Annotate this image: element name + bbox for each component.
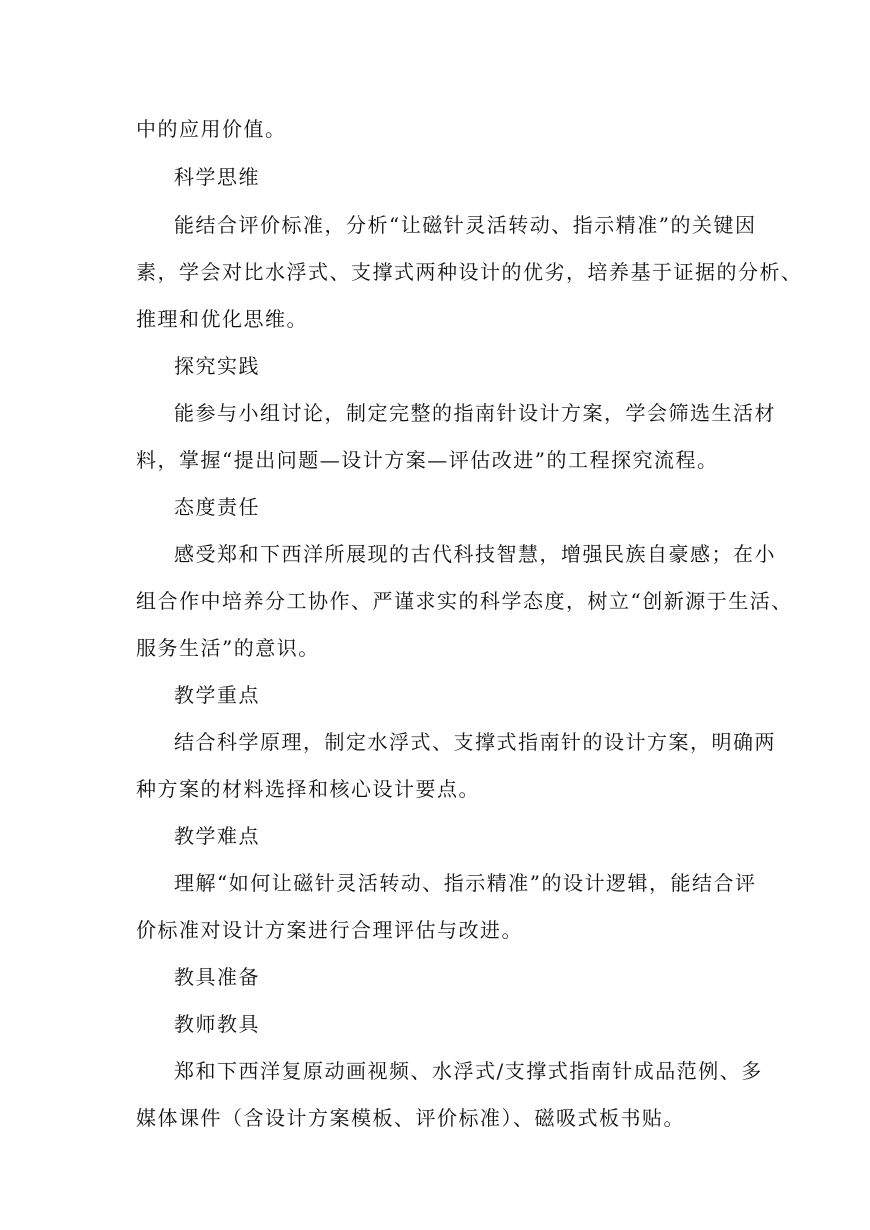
paragraph-line: 能参与小组讨论，制定完整的指南针设计方案，学会筛选生活材 (174, 401, 776, 425)
section-heading-teacher-aids: 教师教具 (174, 1012, 260, 1036)
paragraph-line: 服务生活”的意识。 (136, 636, 320, 660)
paragraph-line: 中的应用价值。 (136, 117, 287, 141)
section-heading-teaching-difficulty: 教学难点 (174, 824, 260, 848)
paragraph-line: 理解“如何让磁针灵活转动、指示精准”的设计逻辑，能结合评 (174, 871, 757, 895)
paragraph-line: 价标准对设计方案进行合理评估与改进。 (136, 918, 523, 942)
section-heading-scientific-thinking: 科学思维 (174, 165, 260, 189)
paragraph-line: 推理和优化思维。 (136, 307, 308, 331)
paragraph-line: 感受郑和下西洋所展现的古代科技智慧，增强民族自豪感；在小 (174, 542, 776, 566)
paragraph-line: 结合科学原理，制定水浮式、支撑式指南针的设计方案，明确两 (174, 730, 776, 754)
section-heading-teaching-aids: 教具准备 (174, 965, 260, 989)
section-heading-teaching-focus: 教学重点 (174, 683, 260, 707)
paragraph-line: 媒体课件（含设计方案模板、评价标准）、磁吸式板书贴。 (136, 1106, 685, 1130)
paragraph-line: 组合作中培养分工协作、严谨求实的科学态度，树立“创新源于生活、 (136, 589, 793, 613)
paragraph-line: 郑和下西洋复原动画视频、水浮式/支撑式指南针成品范例、多 (174, 1059, 763, 1083)
paragraph-line: 素，学会对比水浮式、支撑式两种设计的优劣，培养基于证据的分析、 (136, 260, 803, 284)
section-heading-inquiry-practice: 探究实践 (174, 354, 260, 378)
paragraph-line: 种方案的材料选择和核心设计要点。 (136, 777, 480, 801)
section-heading-attitude-responsibility: 态度责任 (174, 495, 260, 519)
paragraph-line: 能结合评价标准，分析“让磁针灵活转动、指示精准”的关键因 (174, 213, 757, 237)
paragraph-line: 料，掌握“提出问题—设计方案—评估改进”的工程探究流程。 (136, 448, 719, 472)
